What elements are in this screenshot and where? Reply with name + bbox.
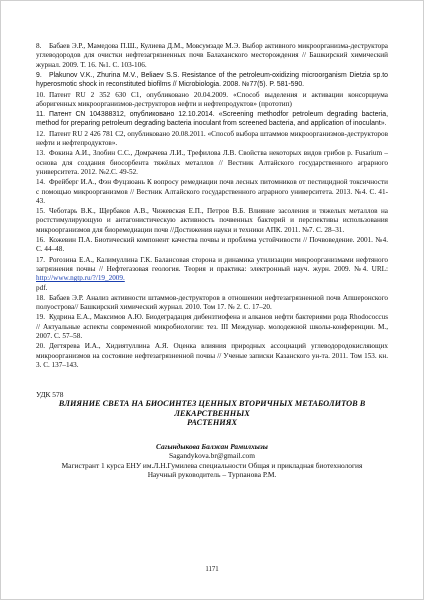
reference-item	[36, 91, 388, 110]
reference-number: 18.	[36, 293, 45, 302]
reference-number: 9.	[36, 71, 42, 79]
reference-link[interactable]: http://www.ngtp.ru/?/19_2009.	[36, 274, 125, 283]
reference-item	[36, 178, 388, 206]
title-line-3: РАСТЕНИЯХ	[187, 418, 237, 428]
reference-item	[36, 256, 388, 293]
reference-text: Дегтярева И.А., Хидиятуллина А.Я. Оценка влияния природных ассоциаций углеводородокисляющих микроорганизмов на состояние нефтезагрязненной почвы // Ученые записки Казанского ун-та. 2011. Том 153. кн. 3. С. 137–143.	[36, 342, 388, 370]
reference-text: Рогозина Е.А., Калимуллина Г.К. Балансовая сторона и динамика утилизации микроорганизмами нефтяного загрязнения почвы // Нефтегазовая геология. Теория и практика: электронный науч. журн. 2009. №4. URL:	[36, 255, 388, 273]
reference-list	[36, 42, 388, 370]
reference-text: Патент RU 2 426 781 C2, опубликовано 20.08.2011. «Способ выбора штаммов микроорганизмов-деструкторов нефти и нефтепродуктов».	[36, 129, 388, 147]
author-affiliation: Магистрант 1 курса ЕНУ им.Л.Н.Гумилева специальности Общая и прикладная биотехнология	[61, 460, 363, 470]
author-email[interactable]: Sagandykova.br@gmail.com	[168, 451, 256, 461]
reference-number: 19.	[36, 313, 45, 322]
supervisor-line: Научный руководитель – Турпанова Р.М.	[147, 470, 277, 480]
reference-item	[36, 110, 388, 129]
reference-text: Бабаев Э.Р., Мамедова П.Ш., Кулиева Д.М., Мовсумзаде М.Э. Выбор активного микроорганизма-деструктора углеводородов для очистки нефтезагрязненных почв Балаханского месторождения // Башкирский химический журнал. 2009. Т. 16. №1. С. 103-106.	[36, 42, 388, 69]
reference-item	[36, 71, 388, 90]
reference-number: 8.	[36, 42, 42, 50]
reference-text: Бабаев Э.Р. Анализ активности штаммов-деструкторов в отношении нефтезагрязненной почв Апшеронского полуострова// Башкирский химический журнал. 2010. Том 17. № 2. С. 17–20.	[36, 293, 388, 312]
reference-number: 20.	[36, 342, 45, 351]
title-line-1: ВЛИЯНИЕ СВЕТА НА БИОСИНТЕЗ ЦЕННЫХ ВТОРИЧНЫХ МЕТАБОЛИТОВ В	[58, 399, 366, 409]
reference-text: Фрейберг И.А., Фэн Фуцзюань К вопросу ремедиации почв лесных питомников от пестицидной токсичности с помощью микроорганизмов // Вестник Алтайского государственного аграрного университета. 2013. №4. С. 41-43.	[36, 178, 388, 205]
author-block	[36, 442, 388, 480]
reference-text: Plakunov V.K., Zhurina M.V., Beliaev S.S. Resistance of the petroleum-oxidizing microorganism Dietzia sp.to hyperosmotic shock in reconstituted biofilms // Microbiologia. 2008. №77(5). P. 581-590.	[36, 71, 388, 89]
reference-text: Кудрина Е.А., Максимов А.Ю. Биодеградация дибензтиофена и алканов нефти бактериями рода Rhodococcus // Актуальные аспекты современной микробиологии: тез. III Междунар. молодежной школы-конференции. М., 2007. С. 57–58.	[36, 313, 388, 341]
page-number: 1171	[205, 566, 219, 573]
reference-text: Чеботарь В.К., Щербаков А.В., Чижевская Е.П., Петров В.Б. Влияние засоления и тяжелых металлов на ростстимулирующую и антагонистическую активность почвенных бактерий и перспективы использования микроорганизмов для биоремедиации почв //Достижения науки и техники АПК. 2011. №7. С. 28–31.	[36, 207, 388, 234]
article-title	[36, 399, 388, 427]
reference-item	[36, 342, 388, 370]
reference-number: 13.	[36, 149, 45, 158]
reference-text: Патент RU 2 352 630 C1, опубликовано 20.04.2009. «Способ выделения и активации консорциума аборигенных микроорганизмов-деструкторов нефти и нефтепродуктов» (прототип)	[36, 90, 388, 108]
reference-text: Фокина А.И., Злобин С.С., Домрачева Л.И., Трефилова Л.В. Свойства некоторых видов грибов р. Fusarium – основа для создания биосорбента тяжёлых металлов // Вестник Алтайского государственного аграрного университета. 2012. №2.С. 49-52.	[36, 149, 388, 176]
reference-item	[36, 207, 388, 235]
reference-number: 10.	[36, 90, 45, 99]
reference-number: 12.	[36, 129, 45, 138]
reference-number: 15.	[36, 207, 45, 216]
reference-item	[36, 130, 388, 149]
reference-item	[36, 236, 388, 255]
reference-number: 11.	[36, 111, 46, 119]
reference-number: 16.	[36, 236, 45, 244]
reference-text: Кожевин П.А. Биотический компонент качества почвы и проблема устойчивости // Почвоведение. 2001. №4. С. 44–48.	[36, 236, 388, 254]
reference-item	[36, 149, 388, 177]
author-name: Сагындыкова Балжан Рамилхызы	[156, 441, 268, 451]
reference-link-tail: pdf.	[36, 283, 48, 292]
reference-item	[36, 42, 388, 70]
reference-item	[36, 313, 388, 341]
udk-code: УДК 578	[36, 390, 64, 400]
reference-number: 17.	[36, 255, 45, 264]
page-content	[36, 42, 388, 480]
reference-number: 14.	[36, 178, 45, 187]
title-line-2: ЛЕКАРСТВЕННЫХ	[174, 408, 250, 418]
reference-item	[36, 294, 388, 313]
reference-text: Патент CN 104388312, опубликовано 12.10.2014. «Screening methodfor petroleum degrading bacteria, method for preparing petroleum degrading bacteria inoculant from screened bacteria, and application of inoculant».	[36, 111, 388, 128]
